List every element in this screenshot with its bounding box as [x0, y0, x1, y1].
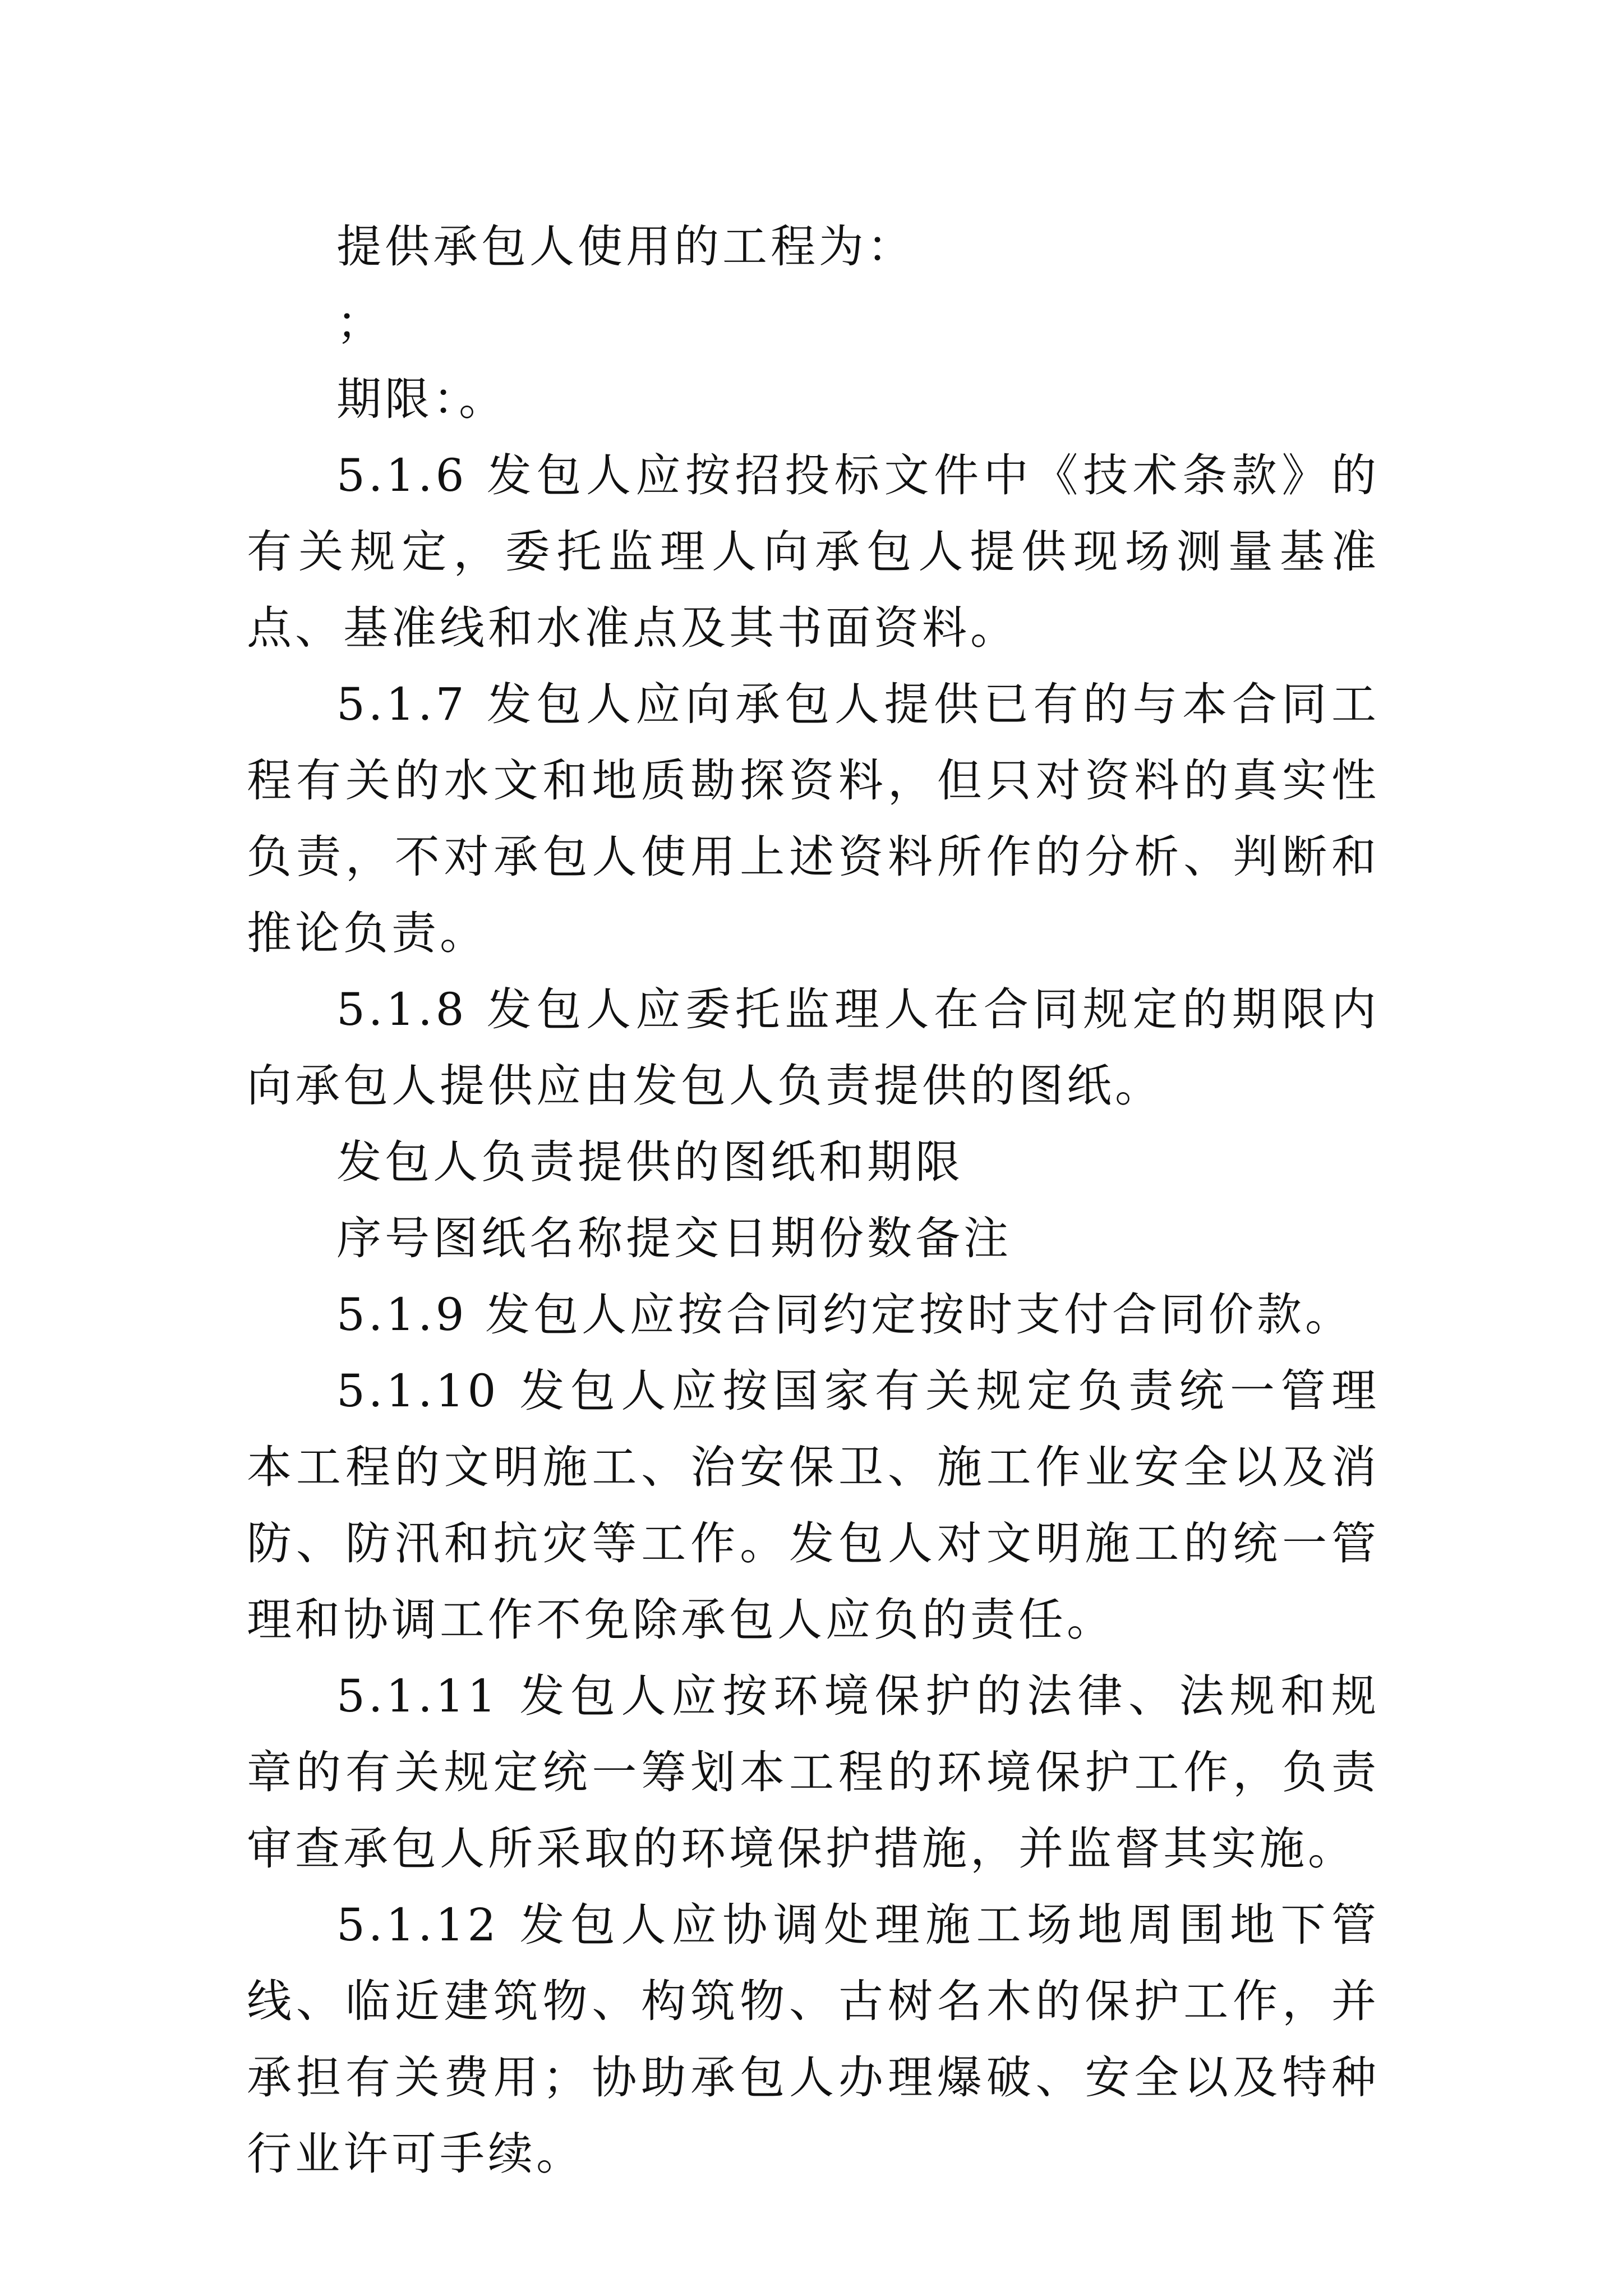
clause-5-1-11: 5.1.11 发包人应按环境保护的法律、法规和规章的有关规定统一筹划本工程的环境保护工作，负责审查承包人所采取的环境保护措施，并监督其实施。: [247, 1670, 1380, 1875]
clause-5-1-7: 5.1.7 发包人应向承包人提供已有的与本合同工程有关的水文和地质勘探资料，但只对资料的真实性负责，不对承包人使用上述资料所作的分析、判断和推论负责。: [247, 678, 1380, 959]
clause-5-1-8: 5.1.8 发包人应委托监理人在合同规定的期限内向承包人提供应由发包人负责提供的图纸。: [247, 983, 1380, 1112]
engineering-provided-line: 提供承包人使用的工程为：: [336, 220, 915, 273]
clause-5-1-6: 5.1.6 发包人应按招投标文件中《技术条款》的有关规定，委托监理人向承包人提供现场测量基准点、基准线和水准点及其书面资料。: [247, 449, 1380, 654]
document-body: [247, 209, 1380, 2192]
table-header: 序号图纸名称提交日期份数备注: [336, 1212, 1012, 1264]
semicolon-line: ；: [336, 297, 385, 349]
clause-5-1-12: 5.1.12 发包人应协调处理施工场地周围地下管线、临近建筑物、构筑物、古树名木的保护工作，并承担有关费用；协助承包人办理爆破、安全以及特种行业许可手续。: [247, 1899, 1380, 2180]
clause-5-1-9: 5.1.9 发包人应按合同约定按时支付合同价款。: [336, 1289, 1353, 1341]
period-line: 期限：。: [336, 373, 507, 425]
table-caption: 发包人负责提供的图纸和期限: [336, 1136, 963, 1188]
clause-5-1-10: 5.1.10 发包人应按国家有关规定负责统一管理本工程的文明施工、治安保卫、施工作业安全以及消防、防汛和抗灾等工作。发包人对文明施工的统一管理和协调工作不免除承包人应负的责任。: [247, 1365, 1380, 1646]
